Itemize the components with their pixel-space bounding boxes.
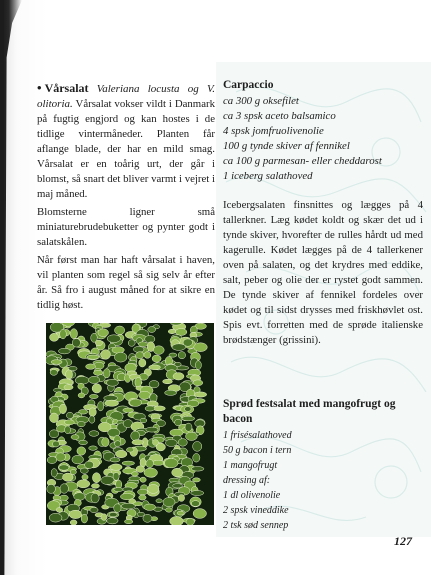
leaf-shape <box>77 447 86 455</box>
leaf-shape <box>102 438 109 447</box>
leaf-shape <box>130 399 142 406</box>
leaf-shape <box>77 480 90 488</box>
leaf-shape <box>153 440 159 446</box>
leaf-shape <box>192 467 204 472</box>
leaf-shape <box>163 379 173 384</box>
ingredient-item: 100 g tynde skiver af fennikel <box>223 140 350 152</box>
ingredient-item: 1 dl olivenolie <box>223 490 281 501</box>
leaf-shape <box>147 484 159 493</box>
leaf-shape <box>114 504 121 513</box>
leaf-shape <box>50 413 59 423</box>
leaf-shape <box>182 416 195 421</box>
leaf-shape <box>71 435 79 440</box>
leaf-shape <box>59 348 71 354</box>
leaf-shape <box>49 430 58 438</box>
leaf-shape <box>146 459 154 467</box>
leaf-shape <box>178 352 185 359</box>
carpaccio-recipe <box>223 78 423 348</box>
leaf-shape <box>171 323 182 325</box>
leaf-shape <box>156 499 162 503</box>
leaf-shape <box>91 484 99 489</box>
leaf-shape <box>87 355 99 359</box>
leaf-shape <box>172 344 186 351</box>
leaf-shape <box>115 326 125 335</box>
leaf-shape <box>115 450 127 457</box>
varsalat-paragraph-3: Når først man har haft vårsalat i haven, vil planten som regel så sig selv år efter år. Så fro i august måned for at sikre en tidlig høst. <box>37 254 215 311</box>
leaf-shape <box>89 416 95 423</box>
leaf-shape <box>92 473 100 483</box>
leaf-shape <box>194 392 206 397</box>
leaf-shape <box>47 456 57 463</box>
leaf-shape <box>49 513 62 522</box>
leaf-shape <box>89 431 99 437</box>
ingredient-item: ca 100 g parmesan- eller cheddarost <box>223 155 382 167</box>
leaf-shape <box>51 469 57 477</box>
leaf-shape <box>72 455 84 464</box>
ingredient-item: 1 frisésalathoved <box>223 430 292 441</box>
leaf-shape <box>166 508 173 512</box>
plant-illustration <box>46 323 214 525</box>
leaf-shape <box>193 509 206 519</box>
leaf-shape <box>138 342 147 347</box>
leaf-shape <box>51 360 62 365</box>
leaf-shape <box>139 359 146 367</box>
varsalat-article <box>37 80 215 316</box>
leaf-shape <box>81 514 87 523</box>
leaf-shape <box>78 393 85 398</box>
leaf-shape <box>138 489 148 495</box>
leaf-shape <box>70 520 77 525</box>
ingredient-item: 1 iceberg salathoved <box>223 170 313 182</box>
ingredient-item: 2 spsk vineddike <box>223 505 289 516</box>
leaf-shape <box>105 400 119 406</box>
leaf-shape <box>47 484 56 493</box>
page-number: 127 <box>394 534 412 548</box>
ingredient-item: 1 mangofrugt <box>223 460 278 471</box>
varsalat-plant-photo <box>46 323 214 525</box>
carpaccio-method: Icebergsalaten finsnittes og lægges på 4 tallerkner. Læg kødet koldt og skær det ud i tynde skiver, hvorefter de rulles hårdt ud med kagerulle. Kødet lægges på de 4 tallerkener oven på salaten, og det krydres med eddike, salt, peber og olie der er rystet godt sammen. De tynde skiver af fennikel fordeles over kødet og til sidst drysses med friskhøvlet ost. Spis evt. forretten med de sprøde italienske brødstænger (grissini). <box>223 199 423 346</box>
leaf-shape <box>114 352 127 362</box>
leaf-shape <box>153 346 164 355</box>
leaf-shape <box>65 426 71 434</box>
leaf-shape <box>135 377 142 387</box>
leaf-shape <box>148 327 156 333</box>
varsalat-paragraph-1 <box>37 80 215 202</box>
leaf-shape <box>133 346 144 352</box>
leaf-shape <box>60 329 67 339</box>
previous-page-edge <box>4 0 22 575</box>
leaf-shape <box>86 364 96 369</box>
carpaccio-ingredient-list <box>223 94 423 184</box>
leaf-shape <box>144 468 158 477</box>
leaf-shape <box>186 432 198 440</box>
leaf-shape <box>79 440 88 444</box>
leaf-shape <box>185 407 191 412</box>
leaf-shape <box>92 384 101 393</box>
varsalat-latin-name: Valeriana locusta og V. olitoria. <box>37 83 215 110</box>
leaf-shape <box>165 439 177 446</box>
leaf-shape <box>107 518 118 524</box>
leaf-shape <box>178 439 187 447</box>
leaf-shape <box>77 421 85 426</box>
leaf-shape <box>137 512 144 516</box>
leaf-shape <box>98 329 109 337</box>
leaf-shape <box>144 504 156 510</box>
ingredient-item: ca 3 spsk aceto balsamico <box>223 110 336 122</box>
festsalat-recipe <box>223 397 423 533</box>
leaf-shape <box>107 379 119 386</box>
leaf-shape <box>85 461 94 468</box>
ingredient-item: ca 300 g oksefilet <box>223 95 299 107</box>
ingredient-item: 2 tsk sød sennep <box>223 520 289 531</box>
leaf-shape <box>140 418 147 423</box>
leaf-shape <box>193 454 200 463</box>
leaf-shape <box>192 501 200 507</box>
festsalat-title: Sprød festsalat med mangofrugt og bacon <box>223 398 396 425</box>
leaf-shape <box>163 498 175 507</box>
leaf-shape <box>128 340 135 347</box>
leaf-shape <box>56 453 66 461</box>
leaf-shape <box>66 370 73 379</box>
leaf-shape <box>178 495 184 502</box>
leaf-shape <box>110 458 120 462</box>
leaf-shape <box>172 468 183 477</box>
leaf-shape <box>193 380 203 386</box>
leaf-shape <box>50 333 59 341</box>
leaf-shape <box>107 335 120 343</box>
leaf-shape <box>95 340 102 346</box>
leaf-shape <box>60 495 69 501</box>
leaf-shape <box>170 517 184 526</box>
leaf-shape <box>122 461 135 465</box>
carpaccio-title: Carpaccio <box>223 79 274 91</box>
varsalat-paragraph-2: Blomsterne ligner små miniaturebrudebuketter og pynter godt i salatskålen. <box>37 206 215 248</box>
leaf-shape <box>149 365 161 370</box>
leaf-shape <box>110 464 122 470</box>
leaf-shape <box>131 472 138 476</box>
leaf-shape <box>165 390 177 395</box>
leaf-shape <box>101 514 107 521</box>
leaf-shape <box>139 391 151 399</box>
leaf-shape <box>129 476 141 480</box>
book-page <box>4 0 431 575</box>
leaf-shape <box>146 427 158 432</box>
leaf-shape <box>109 513 117 517</box>
leaf-shape <box>114 488 123 492</box>
leaf-shape <box>153 460 165 465</box>
leaf-shape <box>59 465 69 470</box>
leaf-shape <box>132 440 144 445</box>
leaf-shape <box>59 404 66 414</box>
leaf-shape <box>152 355 161 362</box>
leaf-shape <box>69 510 82 518</box>
leaf-shape <box>145 335 155 342</box>
leaf-shape <box>143 514 152 522</box>
leaf-shape <box>91 493 99 503</box>
varsalat-text-1: Vårsalat vokser vildt i Danmark på fugtig engjord og kan hostes i de tidlige vintermåneder. Planten får aflange blade, der har en mild smag. Vårsalat er en toårig urt, der går i blomst, så snart det bliver varmt i vejret i maj måned. <box>37 98 215 200</box>
leaf-shape <box>115 441 121 447</box>
leaf-shape <box>131 431 140 441</box>
leaf-shape <box>193 442 202 452</box>
leaf-shape <box>89 376 100 383</box>
leaf-shape <box>74 493 85 501</box>
ingredient-item: 50 g bacon i tern <box>223 445 292 456</box>
leaf-shape <box>75 376 89 384</box>
leaf-shape <box>89 394 98 398</box>
leaf-shape <box>65 420 75 425</box>
leaf-shape <box>193 478 201 482</box>
leaf-shape <box>64 385 73 390</box>
leaf-shape <box>185 423 192 431</box>
leaf-shape <box>194 343 208 352</box>
leaf-shape <box>101 476 114 484</box>
varsalat-heading: Vårsalat <box>44 81 89 95</box>
leaf-shape <box>177 511 184 515</box>
leaf-shape <box>173 373 184 380</box>
leaf-shape <box>140 477 146 482</box>
leaf-shape <box>63 473 74 481</box>
leaf-shape <box>98 402 104 411</box>
leaf-shape <box>50 370 57 376</box>
leaf-shape <box>186 518 194 525</box>
leaf-shape <box>89 408 96 417</box>
leaf-shape <box>124 520 132 524</box>
festsalat-ingredient-list <box>223 428 423 533</box>
leaf-shape <box>136 352 144 359</box>
leaf-shape <box>191 491 204 496</box>
leaf-shape <box>133 502 142 506</box>
leaf-shape <box>144 352 151 359</box>
ingredient-item: 4 spsk jomfruolivenolie <box>223 125 324 137</box>
leaf-shape <box>70 329 77 339</box>
bullet-icon: • <box>37 80 42 95</box>
leaf-shape <box>60 484 68 494</box>
leaf-shape <box>80 468 88 473</box>
leaf-shape <box>53 441 60 447</box>
ingredient-item: dressing af: <box>223 475 271 486</box>
leaf-shape <box>90 507 98 512</box>
leaf-shape <box>136 466 145 473</box>
leaf-shape <box>139 495 146 500</box>
leaf-shape <box>168 329 176 333</box>
leaf-shape <box>195 361 201 370</box>
leaf-shape <box>89 446 98 450</box>
leaf-shape <box>165 458 179 467</box>
leaf-shape <box>82 474 88 479</box>
leaf-shape <box>101 350 111 360</box>
leaf-shape <box>145 406 155 411</box>
leaf-shape <box>126 448 133 453</box>
